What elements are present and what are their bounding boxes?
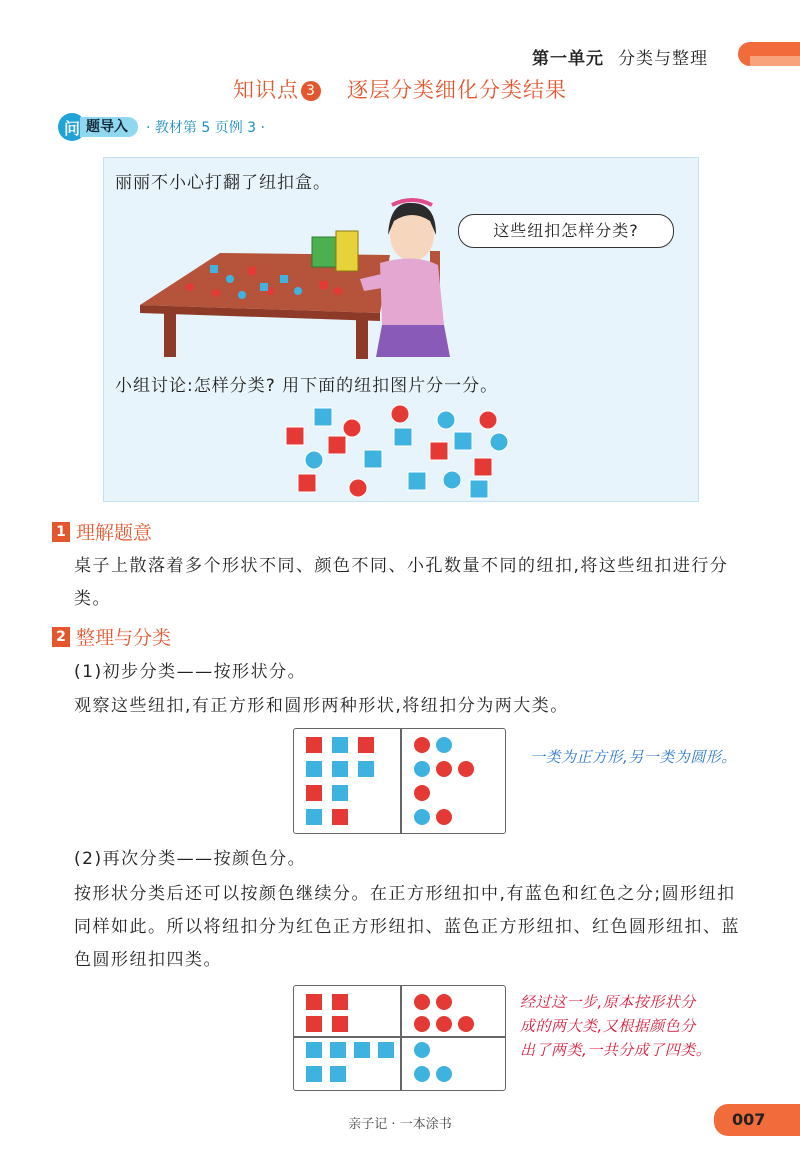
section-2-heading: 整理与分类 [76,627,172,649]
unit-title: 分类与整理 [618,49,708,69]
intro-label: 题导入 [80,117,138,137]
shape-note: 一类为正方形,另一类为圆形。 [530,748,737,766]
color-note-line-2: 成的两大类,又根据颜色分 [520,1017,696,1035]
section-1-number: 1 [52,522,70,542]
step-2-text: 按形状分类后还可以按颜色继续分。在正方形纽扣中,有蓝色和红色之分;圆形纽扣同样如此。所以将纽扣分为红色正方形纽扣、蓝色正方形纽扣、红色圆形纽扣、蓝色圆形纽扣四类。 [74,884,740,970]
kp-label: 知识点 [233,78,299,102]
red-circle-group [414,994,474,1032]
button-card-set [286,405,508,498]
section-2-title [52,623,171,650]
section-1-title [52,518,152,545]
kp-number-badge: 3 [301,81,321,101]
girl-table-illustration [130,195,470,365]
scene-narration: 丽丽不小心打翻了纽扣盒。 [115,173,331,193]
unit-label: 第一单元 [532,49,604,69]
step-1-title: (1)初步分类——按形状分。 [74,662,307,682]
color-groups [294,986,505,1090]
textbook-reference: · 教材第 5 页例 3 · [146,120,265,136]
section-2-number: 2 [52,627,70,647]
shape-groups [294,729,505,833]
square-group [306,737,374,825]
question-icon: 问 [58,113,86,141]
blue-square-group [306,1042,394,1082]
section-1-text: 桌子上散落着多个形状不同、颜色不同、小孔数量不同的纽扣,将这些纽扣进行分类。 [74,556,729,609]
table-leg [356,319,368,359]
girl-skirt [376,325,450,357]
color-note [520,990,711,1062]
step-1-text: 观察这些纽扣,有正方形和圆形两种形状,将纽扣分为两大类。 [74,696,569,716]
color-note-line-1: 经过这一步,原本按形状分 [520,993,696,1011]
page-number: 007 [714,1104,800,1136]
color-classification-box [293,985,506,1091]
girl-shirt [380,258,444,325]
blue-circle-group [414,1042,452,1082]
intro-badge [58,116,265,138]
color-note-line-3: 出了两类,一共分成了四类。 [520,1041,712,1059]
button-cards [280,400,520,500]
red-square-group [306,994,348,1032]
footer-text: 亲子记 · 一本涂书 [348,1117,452,1132]
box-lid [336,231,358,271]
step-2-title: (2)再次分类——按颜色分。 [74,849,307,869]
table-leg [164,313,176,357]
kp-text: 逐层分类细化分类结果 [347,78,567,102]
header-decoration-lower [750,56,800,66]
speech-bubble: 这些纽扣怎样分类? [458,214,674,248]
shape-classification-box [293,728,506,834]
knowledge-point-title [0,74,800,104]
unit-header [532,44,708,69]
section-1-heading: 理解题意 [76,522,153,544]
discussion-prompt: 小组讨论:怎样分类? 用下面的纽扣图片分一分。 [115,376,499,396]
circle-group [414,737,474,825]
